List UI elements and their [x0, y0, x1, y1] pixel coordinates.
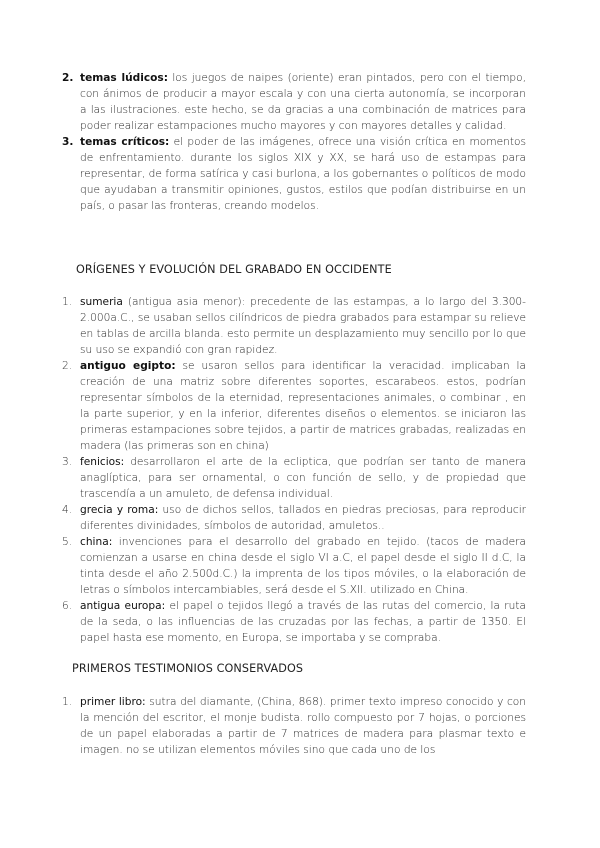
item-number: 1.	[62, 296, 73, 308]
item-keyword: antigua europa:	[80, 600, 166, 612]
item-keyword: china:	[80, 536, 113, 548]
item-text: desarrollaron el arte de la ecliptica, que podrían ser tanto de manera anaglíptica, para ser ornamental, o con función de sello, y de propiedad que trascendía a un amuleto, de defensa individual.	[80, 456, 526, 500]
origins-list	[62, 294, 526, 646]
item-keyword: sumeria	[80, 296, 123, 308]
item-text: uso de dichos sellos, tallados en piedras preciosas, para reproducir diferentes divinidades, símbolos de autoridad, amuletos..	[80, 504, 526, 532]
list-item	[62, 694, 526, 758]
item-text: sutra del diamante, (China, 868). primer texto impreso conocido y con la mención del escritor, el monje budista. rollo compuesto por 7 hojas, o porciones de un papel elaboradas a partir de 7 matrices de madera para plasmar texto e imagen. no se utilizan elementos móviles sino que cada uno de los	[80, 696, 526, 756]
item-text: el poder de las imágenes, ofrece una visión crítica en momentos de enfrentamiento. durante los siglos XIX y XX, se hará uso de estampas para representar, de forma satírica y casi burlona, a los gobernantes o políticos de modo que ayudaban a transmitir opiniones, gustos, estilos que podían distribuirse en un país, o pasar las fronteras, creando modelos.	[80, 136, 526, 212]
item-text: los juegos de naipes (oriente) eran pintados, pero con el tiempo, con ánimos de producir a mayor escala y con una cierta autonomía, se incorporan a las ilustraciones. este hecho, se da gracias a una combinación de matrices para poder realizar estampaciones mucho mayores y con mayores detalles y calidad.	[80, 72, 526, 132]
themes-list	[62, 70, 526, 214]
list-item	[62, 134, 526, 214]
item-number: 3.	[62, 136, 74, 148]
item-text: (antigua asia menor): precedente de las estampas, a lo largo del 3.300-2.000a.C., se usaban sellos cilíndricos de piedra grabados para estampar su relieve en tablas de arcilla blanda. esto permite un desplazamiento muy sencillo por lo que su uso se expandió con gran rapidez.	[80, 296, 526, 356]
item-number: 1.	[62, 696, 73, 708]
list-item	[62, 358, 526, 454]
testimonies-list	[62, 694, 526, 758]
list-item	[62, 294, 526, 358]
section-heading-testimonies: PRIMEROS TESTIMONIOS CONSERVADOS	[72, 662, 304, 675]
item-number: 2.	[62, 72, 74, 84]
item-number: 3.	[62, 456, 73, 468]
section-heading-origins: ORÍGENES Y EVOLUCIÓN DEL GRABADO EN OCCIDENTE	[76, 263, 392, 276]
list-item	[62, 454, 526, 502]
item-number: 4.	[62, 504, 73, 516]
item-keyword: temas críticos:	[80, 136, 170, 148]
item-keyword: primer libro:	[80, 696, 146, 708]
item-number: 2.	[62, 360, 73, 372]
list-item	[62, 534, 526, 598]
list-item	[62, 598, 526, 646]
item-number: 6.	[62, 600, 73, 612]
item-text: se usaron sellos para identificar la veracidad. implicaban la creación de una matriz sobre diferentes soportes, escarabeos. estos, podrían representar símbolos de la eternidad, representaciones animales, o combinar , en la parte superior, y en la inferior, diferentes diseños o elementos. se iniciaron las primeras estampaciones sobre tejidos, a partir de matrices grabadas, realizadas en madera (las primeras son en china)	[80, 360, 526, 452]
list-item	[62, 70, 526, 134]
item-number: 5.	[62, 536, 73, 548]
list-item	[62, 502, 526, 534]
item-keyword: temas lúdicos:	[80, 72, 168, 84]
item-text: el papel o tejidos llegó a través de las rutas del comercio, la ruta de la seda, o las influencias de las cruzadas por las fechas, a partir de 1350. El papel hasta ese momento, en Europa, se importaba y se compraba.	[80, 600, 526, 644]
item-keyword: antiguo egipto:	[80, 360, 176, 372]
item-keyword: fenicios:	[80, 456, 125, 468]
item-keyword: grecia y roma:	[80, 504, 159, 516]
item-text: invenciones para el desarrollo del grabado en tejido. (tacos de madera comienzan a usarse en china desde el siglo VI a.C, el papel desde el siglo II d.C, la tinta desde el año 2.500d.C.) la imprenta de los tipos móviles, o la elaboración de letras o símbolos intercambiables, será desde el S.XII. utilizado en China.	[80, 536, 526, 596]
